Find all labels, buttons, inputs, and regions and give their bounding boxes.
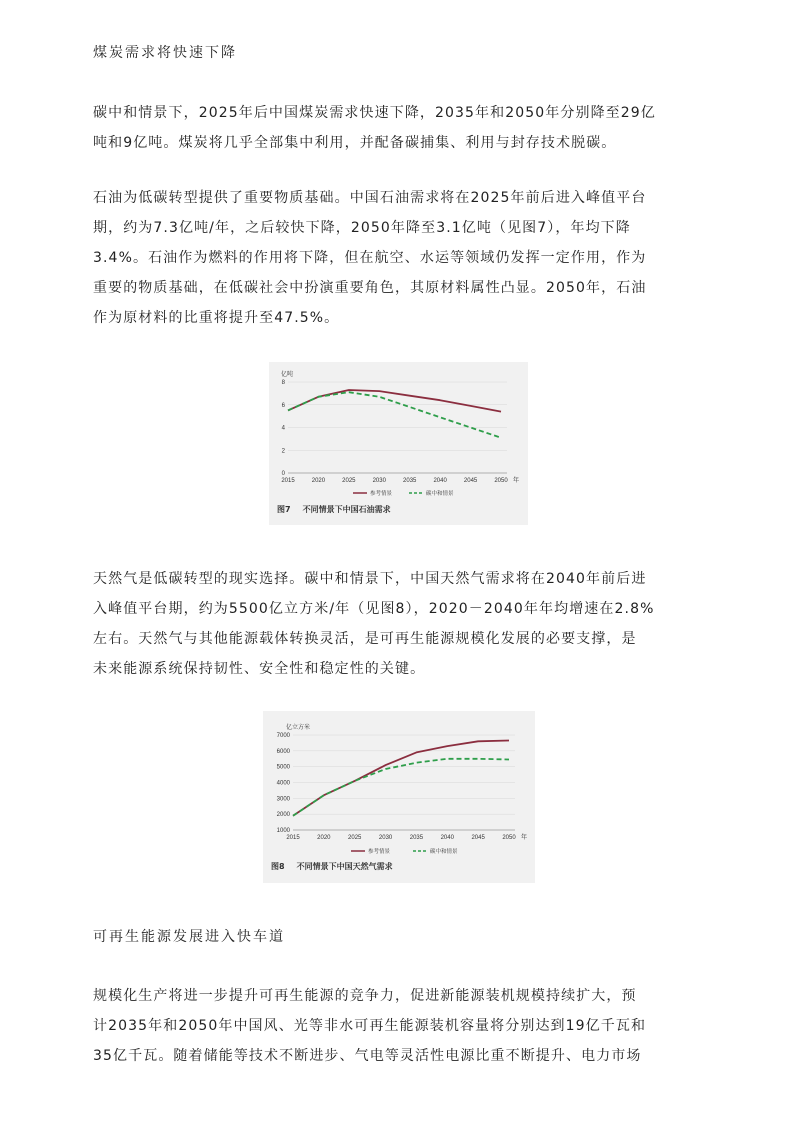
text-line: 作为原材料的比重将提升至47.5%。 <box>93 310 340 326</box>
series-line-carbon-neutral <box>293 759 509 816</box>
y-tick-label: 6000 <box>276 748 290 755</box>
text-line: 3.4%。石油作为燃料的作用将下降，但在航空、水运等领域仍发挥一定作用，作为 <box>93 250 647 266</box>
text-line: 左右。天然气与其他能源载体转换灵活，是可再生能源规模化发展的必要支撑，是 <box>93 631 637 647</box>
gas-demand-chart <box>263 711 535 883</box>
text-line: 天然气是低碳转型的现实选择。碳中和情景下，中国天然气需求将在2040年前后进 <box>93 571 647 587</box>
series-line-reference <box>293 741 509 816</box>
x-tick-label: 2040 <box>433 478 447 484</box>
x-tick-label: 2025 <box>342 478 356 484</box>
legend-label: 参考情景 <box>370 491 393 497</box>
text-line: 石油为低碳转型提供了重要物质基础。中国石油需求将在2025年前后进入峰值平台 <box>93 190 647 206</box>
y-tick-label: 7000 <box>276 733 290 739</box>
paragraph-coal <box>93 98 705 158</box>
x-tick-label: 2050 <box>494 478 508 484</box>
y-tick-label: 4 <box>281 425 285 432</box>
section-heading-coal: 煤炭需求将快速下降 <box>93 45 237 61</box>
text-line: 规模化生产将进一步提升可再生能源的竞争力，促进新能源装机规模持续扩大，预 <box>93 988 637 1004</box>
series-line-carbon-neutral <box>288 392 501 438</box>
x-tick-label: 2050 <box>502 835 516 841</box>
y-tick-label: 1000 <box>276 828 290 834</box>
figure-8-title: 不同情景下中国天然气需求 <box>296 862 393 871</box>
text-line: 期，约为7.3亿吨/年，之后较快下降，2050年降至3.1亿吨（见图7），年均下降 <box>93 220 631 236</box>
paragraph-renewables <box>93 981 705 1071</box>
y-axis-unit: 亿立方米 <box>286 725 311 731</box>
x-tick-label: 2030 <box>378 835 393 841</box>
y-tick-label: 0 <box>281 471 285 477</box>
y-tick-label: 6 <box>281 402 285 409</box>
figure-8-gas-demand <box>263 711 535 883</box>
series-line-reference <box>288 390 501 412</box>
y-tick-label: 4000 <box>276 780 290 787</box>
figure-7-title: 不同情景下中国石油需求 <box>302 505 391 514</box>
y-tick-label: 3000 <box>276 796 290 803</box>
text-line: 计2035年和2050年中国风、光等非水可再生能源装机容量将分别达到19亿千瓦和 <box>93 1018 647 1034</box>
paragraph-oil <box>93 183 705 333</box>
section-heading-renewables: 可再生能源发展进入快车道 <box>93 929 285 945</box>
x-tick-label: 2020 <box>317 835 331 841</box>
paragraph-gas <box>93 564 705 684</box>
text-line: 吨和9亿吨。煤炭将几乎全部集中利用，并配备碳捕集、利用与封存技术脱碳。 <box>93 135 617 151</box>
figure-8-caption <box>271 861 393 872</box>
text-line: 重要的物质基础，在低碳社会中扮演重要角色，其原材料属性凸显。2050年，石油 <box>93 280 647 296</box>
text-line: 未来能源系统保持韧性、安全性和稳定性的关键。 <box>93 661 426 677</box>
x-tick-label: 2015 <box>281 478 295 484</box>
y-tick-label: 8 <box>281 380 285 386</box>
figure-7-caption <box>277 504 391 515</box>
text-line: 35亿千瓦。随着储能等技术不断进步、气电等灵活性电源比重不断提升、电力市场 <box>93 1048 642 1064</box>
x-tick-label: 2020 <box>311 478 326 484</box>
x-tick-label: 2035 <box>403 478 417 484</box>
x-tick-label: 2045 <box>471 835 485 841</box>
figure-8-number: 图8 <box>271 862 285 871</box>
figure-7-number: 图7 <box>277 505 291 514</box>
x-tick-label: 2040 <box>440 835 454 841</box>
x-axis-unit: 年 <box>513 478 520 484</box>
y-tick-label: 5000 <box>276 764 290 771</box>
text-line: 碳中和情景下，2025年后中国煤炭需求快速下降，2035年和2050年分别降至29亿 <box>93 105 656 121</box>
y-tick-label: 2 <box>281 448 285 455</box>
x-tick-label: 2030 <box>372 478 386 484</box>
oil-demand-chart <box>269 362 528 525</box>
x-tick-label: 2025 <box>348 835 362 841</box>
y-axis-unit: 亿吨 <box>281 372 294 378</box>
x-tick-label: 2045 <box>463 478 478 484</box>
text-line: 入峰值平台期，约为5500亿立方米/年（见图8），2020－2040年年均增速在2.8% <box>93 601 655 617</box>
x-tick-label: 2035 <box>409 835 424 841</box>
x-axis-unit: 年 <box>521 835 528 841</box>
legend-label: 碳中和情景 <box>426 491 454 497</box>
figure-7-oil-demand <box>269 362 528 525</box>
legend-label: 参考情景 <box>368 849 391 855</box>
y-tick-label: 2000 <box>276 812 290 819</box>
legend-label: 碳中和情景 <box>430 849 458 855</box>
x-tick-label: 2015 <box>286 835 300 841</box>
